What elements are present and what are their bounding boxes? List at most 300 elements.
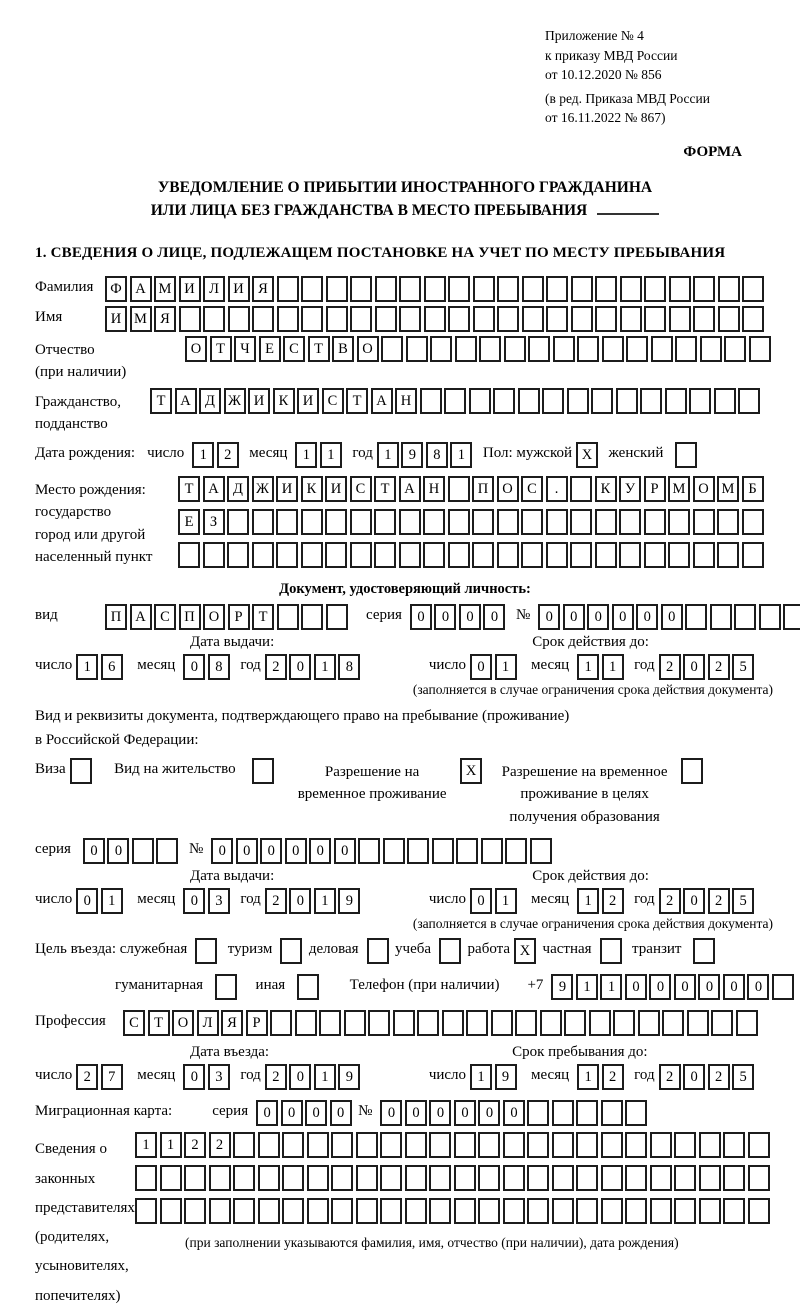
char-cell[interactable] <box>429 1132 451 1158</box>
char-cell[interactable] <box>693 542 715 568</box>
char-cell[interactable] <box>546 509 568 535</box>
char-cell[interactable] <box>179 306 201 332</box>
char-cell[interactable] <box>527 1165 549 1191</box>
char-cell[interactable]: П <box>472 476 494 502</box>
char-cell[interactable]: 1 <box>450 442 472 468</box>
char-cell[interactable]: 0 <box>454 1100 476 1126</box>
char-cell[interactable]: А <box>130 604 152 630</box>
char-cell[interactable] <box>601 1132 623 1158</box>
char-cell[interactable] <box>546 276 568 302</box>
char-cell[interactable] <box>383 838 405 864</box>
char-cell[interactable] <box>203 542 225 568</box>
char-cell[interactable] <box>368 1010 390 1036</box>
char-cell[interactable]: Я <box>221 1010 243 1036</box>
char-cell[interactable]: О <box>172 1010 194 1036</box>
char-cell[interactable]: 2 <box>209 1132 231 1158</box>
char-cell[interactable] <box>674 1198 696 1224</box>
char-cell[interactable]: К <box>595 476 617 502</box>
char-cell[interactable]: 1 <box>577 654 599 680</box>
stay-year-cells[interactable] <box>659 1064 757 1090</box>
char-cell[interactable]: 5 <box>732 888 754 914</box>
char-cell[interactable]: 0 <box>636 604 658 630</box>
char-cell[interactable] <box>233 1132 255 1158</box>
char-cell[interactable] <box>699 1165 721 1191</box>
char-cell[interactable] <box>417 1010 439 1036</box>
char-cell[interactable]: 2 <box>708 654 730 680</box>
citizenship-cells[interactable] <box>150 388 763 414</box>
char-cell[interactable] <box>723 1132 745 1158</box>
char-cell[interactable] <box>503 1165 525 1191</box>
char-cell[interactable]: 1 <box>602 654 624 680</box>
char-cell[interactable] <box>665 388 687 414</box>
char-cell[interactable]: С <box>123 1010 145 1036</box>
char-cell[interactable] <box>252 306 274 332</box>
char-cell[interactable]: 1 <box>470 1064 492 1090</box>
char-cell[interactable]: 8 <box>426 442 448 468</box>
char-cell[interactable] <box>448 306 470 332</box>
char-cell[interactable] <box>481 838 503 864</box>
char-cell[interactable] <box>552 1165 574 1191</box>
char-cell[interactable] <box>748 1165 770 1191</box>
char-cell[interactable] <box>571 306 593 332</box>
char-cell[interactable]: К <box>273 388 295 414</box>
char-cell[interactable] <box>570 542 592 568</box>
char-cell[interactable] <box>542 388 564 414</box>
char-cell[interactable]: И <box>179 276 201 302</box>
char-cell[interactable] <box>689 388 711 414</box>
rvp-expiry-year-cells[interactable] <box>659 888 757 914</box>
char-cell[interactable] <box>527 1198 549 1224</box>
char-cell[interactable] <box>522 276 544 302</box>
temp-residence-checkbox[interactable]: X <box>460 758 482 784</box>
char-cell[interactable] <box>405 1198 427 1224</box>
char-cell[interactable]: 0 <box>661 604 683 630</box>
char-cell[interactable]: 1 <box>377 442 399 468</box>
char-cell[interactable] <box>497 542 519 568</box>
char-cell[interactable] <box>595 276 617 302</box>
char-cell[interactable] <box>307 1165 329 1191</box>
char-cell[interactable] <box>276 542 298 568</box>
purpose-tourism-checkbox[interactable] <box>280 938 302 964</box>
char-cell[interactable] <box>625 1198 647 1224</box>
char-cell[interactable] <box>717 542 739 568</box>
char-cell[interactable] <box>640 388 662 414</box>
char-cell[interactable]: 1 <box>495 654 517 680</box>
char-cell[interactable]: 1 <box>495 888 517 914</box>
char-cell[interactable] <box>570 476 592 502</box>
char-cell[interactable] <box>626 336 648 362</box>
rvp-number-cells[interactable] <box>211 838 554 864</box>
char-cell[interactable] <box>184 1165 206 1191</box>
char-cell[interactable]: И <box>325 476 347 502</box>
name-cells[interactable] <box>105 306 767 332</box>
char-cell[interactable]: 0 <box>183 888 205 914</box>
char-cell[interactable] <box>650 1165 672 1191</box>
sex-male-checkbox[interactable]: X <box>576 442 598 468</box>
char-cell[interactable] <box>350 306 372 332</box>
char-cell[interactable]: 1 <box>295 442 317 468</box>
char-cell[interactable]: 2 <box>659 888 681 914</box>
char-cell[interactable]: 8 <box>338 654 360 680</box>
char-cell[interactable] <box>380 1198 402 1224</box>
char-cell[interactable] <box>595 306 617 332</box>
char-cell[interactable]: 0 <box>674 974 696 1000</box>
char-cell[interactable] <box>674 1132 696 1158</box>
birth-place-cells-row1[interactable] <box>178 476 766 502</box>
char-cell[interactable]: П <box>105 604 127 630</box>
char-cell[interactable]: 6 <box>101 654 123 680</box>
char-cell[interactable] <box>759 604 781 630</box>
char-cell[interactable] <box>491 1010 513 1036</box>
char-cell[interactable]: 5 <box>732 654 754 680</box>
char-cell[interactable]: 9 <box>338 888 360 914</box>
char-cell[interactable]: 1 <box>76 654 98 680</box>
char-cell[interactable]: Ф <box>105 276 127 302</box>
char-cell[interactable]: Ж <box>224 388 246 414</box>
char-cell[interactable] <box>662 1010 684 1036</box>
char-cell[interactable] <box>277 306 299 332</box>
char-cell[interactable]: 0 <box>683 654 705 680</box>
char-cell[interactable] <box>454 1132 476 1158</box>
char-cell[interactable] <box>350 276 372 302</box>
char-cell[interactable] <box>442 1010 464 1036</box>
char-cell[interactable]: 8 <box>208 654 230 680</box>
purpose-business-checkbox[interactable] <box>367 938 389 964</box>
char-cell[interactable]: . <box>546 476 568 502</box>
purpose-other-checkbox[interactable] <box>297 974 319 1000</box>
char-cell[interactable] <box>595 542 617 568</box>
rvp-issue-day-cells[interactable] <box>76 888 125 914</box>
char-cell[interactable] <box>625 1132 647 1158</box>
char-cell[interactable]: 1 <box>320 442 342 468</box>
char-cell[interactable] <box>602 336 624 362</box>
char-cell[interactable] <box>742 542 764 568</box>
char-cell[interactable] <box>325 542 347 568</box>
char-cell[interactable]: 2 <box>217 442 239 468</box>
char-cell[interactable] <box>399 276 421 302</box>
char-cell[interactable]: 0 <box>380 1100 402 1126</box>
char-cell[interactable] <box>564 1010 586 1036</box>
char-cell[interactable]: 0 <box>76 888 98 914</box>
char-cell[interactable] <box>282 1165 304 1191</box>
rvp-expiry-day-cells[interactable] <box>470 888 519 914</box>
char-cell[interactable] <box>497 509 519 535</box>
doc-series-cells[interactable] <box>410 604 508 630</box>
char-cell[interactable]: С <box>154 604 176 630</box>
char-cell[interactable] <box>184 1198 206 1224</box>
char-cell[interactable] <box>203 306 225 332</box>
char-cell[interactable]: 0 <box>429 1100 451 1126</box>
char-cell[interactable]: 0 <box>698 974 720 1000</box>
char-cell[interactable] <box>252 542 274 568</box>
representatives-cells-row3[interactable] <box>135 1198 772 1224</box>
char-cell[interactable] <box>505 838 527 864</box>
char-cell[interactable]: А <box>130 276 152 302</box>
char-cell[interactable] <box>406 336 428 362</box>
char-cell[interactable]: 3 <box>208 888 230 914</box>
char-cell[interactable]: 9 <box>401 442 423 468</box>
char-cell[interactable] <box>424 306 446 332</box>
char-cell[interactable]: Т <box>148 1010 170 1036</box>
char-cell[interactable] <box>301 306 323 332</box>
entry-month-cells[interactable] <box>183 1064 232 1090</box>
char-cell[interactable]: 0 <box>587 604 609 630</box>
char-cell[interactable] <box>227 509 249 535</box>
char-cell[interactable] <box>331 1132 353 1158</box>
char-cell[interactable]: 0 <box>260 838 282 864</box>
char-cell[interactable] <box>595 509 617 535</box>
char-cell[interactable] <box>738 388 760 414</box>
char-cell[interactable] <box>423 542 445 568</box>
char-cell[interactable] <box>638 1010 660 1036</box>
purpose-official-checkbox[interactable] <box>195 938 217 964</box>
char-cell[interactable]: З <box>203 509 225 535</box>
char-cell[interactable]: Р <box>644 476 666 502</box>
char-cell[interactable]: 0 <box>563 604 585 630</box>
char-cell[interactable] <box>620 306 642 332</box>
char-cell[interactable] <box>644 542 666 568</box>
char-cell[interactable]: 2 <box>184 1132 206 1158</box>
char-cell[interactable]: С <box>350 476 372 502</box>
char-cell[interactable]: 1 <box>314 654 336 680</box>
char-cell[interactable]: М <box>154 276 176 302</box>
char-cell[interactable] <box>478 1165 500 1191</box>
char-cell[interactable]: 0 <box>107 838 129 864</box>
char-cell[interactable] <box>650 1132 672 1158</box>
char-cell[interactable]: С <box>521 476 543 502</box>
char-cell[interactable]: 0 <box>256 1100 278 1126</box>
char-cell[interactable] <box>571 276 593 302</box>
char-cell[interactable]: 0 <box>334 838 356 864</box>
char-cell[interactable] <box>644 306 666 332</box>
char-cell[interactable]: Е <box>178 509 200 535</box>
char-cell[interactable] <box>613 1010 635 1036</box>
char-cell[interactable] <box>380 1132 402 1158</box>
char-cell[interactable] <box>749 336 771 362</box>
char-cell[interactable] <box>669 276 691 302</box>
char-cell[interactable]: Д <box>227 476 249 502</box>
char-cell[interactable] <box>132 838 154 864</box>
char-cell[interactable] <box>301 542 323 568</box>
char-cell[interactable]: А <box>175 388 197 414</box>
char-cell[interactable] <box>424 276 446 302</box>
representatives-cells-row2[interactable] <box>135 1165 772 1191</box>
char-cell[interactable]: 7 <box>101 1064 123 1090</box>
char-cell[interactable]: 0 <box>612 604 634 630</box>
char-cell[interactable]: 0 <box>309 838 331 864</box>
char-cell[interactable]: 9 <box>495 1064 517 1090</box>
char-cell[interactable]: 0 <box>483 604 505 630</box>
purpose-humanitarian-checkbox[interactable] <box>215 974 237 1000</box>
char-cell[interactable]: Р <box>246 1010 268 1036</box>
visa-checkbox[interactable] <box>70 758 92 784</box>
char-cell[interactable] <box>399 509 421 535</box>
char-cell[interactable] <box>644 509 666 535</box>
char-cell[interactable] <box>668 542 690 568</box>
char-cell[interactable] <box>456 838 478 864</box>
char-cell[interactable] <box>135 1198 157 1224</box>
char-cell[interactable]: А <box>203 476 225 502</box>
char-cell[interactable]: 1 <box>160 1132 182 1158</box>
char-cell[interactable] <box>552 1132 574 1158</box>
char-cell[interactable] <box>448 276 470 302</box>
char-cell[interactable] <box>724 336 746 362</box>
char-cell[interactable] <box>466 1010 488 1036</box>
char-cell[interactable] <box>429 1165 451 1191</box>
char-cell[interactable] <box>552 1100 574 1126</box>
char-cell[interactable] <box>527 1132 549 1158</box>
char-cell[interactable] <box>576 1165 598 1191</box>
char-cell[interactable]: 0 <box>211 838 233 864</box>
char-cell[interactable] <box>700 336 722 362</box>
char-cell[interactable] <box>307 1132 329 1158</box>
char-cell[interactable]: 3 <box>208 1064 230 1090</box>
char-cell[interactable] <box>620 276 642 302</box>
char-cell[interactable] <box>423 509 445 535</box>
char-cell[interactable] <box>277 604 299 630</box>
mc-series-cells[interactable] <box>256 1100 354 1126</box>
char-cell[interactable] <box>619 542 641 568</box>
char-cell[interactable]: 1 <box>314 1064 336 1090</box>
char-cell[interactable]: 0 <box>289 654 311 680</box>
char-cell[interactable]: Я <box>154 306 176 332</box>
char-cell[interactable]: 0 <box>83 838 105 864</box>
char-cell[interactable] <box>252 509 274 535</box>
char-cell[interactable]: Р <box>228 604 250 630</box>
char-cell[interactable] <box>358 838 380 864</box>
char-cell[interactable] <box>783 604 800 630</box>
char-cell[interactable]: 9 <box>338 1064 360 1090</box>
char-cell[interactable] <box>350 509 372 535</box>
char-cell[interactable]: А <box>371 388 393 414</box>
char-cell[interactable] <box>209 1198 231 1224</box>
char-cell[interactable]: 1 <box>135 1132 157 1158</box>
issue-month-cells[interactable] <box>183 654 232 680</box>
char-cell[interactable]: Н <box>395 388 417 414</box>
expiry-month-cells[interactable] <box>577 654 626 680</box>
char-cell[interactable] <box>674 1165 696 1191</box>
char-cell[interactable]: Т <box>374 476 396 502</box>
char-cell[interactable]: М <box>668 476 690 502</box>
char-cell[interactable]: М <box>130 306 152 332</box>
stay-month-cells[interactable] <box>577 1064 626 1090</box>
char-cell[interactable]: И <box>228 276 250 302</box>
char-cell[interactable]: О <box>497 476 519 502</box>
purpose-private-checkbox[interactable] <box>600 938 622 964</box>
char-cell[interactable]: У <box>619 476 641 502</box>
char-cell[interactable] <box>307 1198 329 1224</box>
char-cell[interactable] <box>567 388 589 414</box>
char-cell[interactable] <box>723 1165 745 1191</box>
char-cell[interactable] <box>375 306 397 332</box>
char-cell[interactable] <box>518 388 540 414</box>
char-cell[interactable]: Л <box>197 1010 219 1036</box>
char-cell[interactable] <box>380 1165 402 1191</box>
char-cell[interactable] <box>178 542 200 568</box>
char-cell[interactable] <box>375 276 397 302</box>
char-cell[interactable] <box>356 1132 378 1158</box>
char-cell[interactable] <box>493 388 515 414</box>
char-cell[interactable]: 0 <box>289 888 311 914</box>
char-cell[interactable] <box>135 1165 157 1191</box>
char-cell[interactable] <box>448 476 470 502</box>
char-cell[interactable] <box>685 604 707 630</box>
char-cell[interactable] <box>350 542 372 568</box>
stay-day-cells[interactable] <box>470 1064 519 1090</box>
entry-day-cells[interactable] <box>76 1064 125 1090</box>
char-cell[interactable] <box>356 1165 378 1191</box>
char-cell[interactable]: О <box>185 336 207 362</box>
char-cell[interactable]: 2 <box>659 1064 681 1090</box>
char-cell[interactable]: 2 <box>602 1064 624 1090</box>
char-cell[interactable] <box>473 306 495 332</box>
rvp-issue-year-cells[interactable] <box>265 888 363 914</box>
char-cell[interactable] <box>625 1100 647 1126</box>
char-cell[interactable] <box>504 336 526 362</box>
char-cell[interactable] <box>717 509 739 535</box>
char-cell[interactable]: 2 <box>602 888 624 914</box>
char-cell[interactable] <box>282 1198 304 1224</box>
char-cell[interactable] <box>405 1165 427 1191</box>
char-cell[interactable]: Ж <box>252 476 274 502</box>
char-cell[interactable] <box>399 542 421 568</box>
char-cell[interactable] <box>344 1010 366 1036</box>
char-cell[interactable] <box>589 1010 611 1036</box>
char-cell[interactable] <box>521 542 543 568</box>
char-cell[interactable]: 0 <box>459 604 481 630</box>
char-cell[interactable] <box>472 542 494 568</box>
patronymic-cells[interactable] <box>185 336 773 362</box>
char-cell[interactable]: Т <box>346 388 368 414</box>
char-cell[interactable]: 0 <box>289 1064 311 1090</box>
temp-residence-edu-checkbox[interactable] <box>681 758 703 784</box>
char-cell[interactable]: Ч <box>234 336 256 362</box>
char-cell[interactable] <box>576 1132 598 1158</box>
char-cell[interactable] <box>473 276 495 302</box>
char-cell[interactable]: 0 <box>470 654 492 680</box>
char-cell[interactable] <box>277 276 299 302</box>
char-cell[interactable] <box>233 1198 255 1224</box>
char-cell[interactable] <box>497 306 519 332</box>
char-cell[interactable] <box>619 509 641 535</box>
char-cell[interactable] <box>742 276 764 302</box>
char-cell[interactable]: И <box>297 388 319 414</box>
char-cell[interactable] <box>522 306 544 332</box>
char-cell[interactable]: 1 <box>314 888 336 914</box>
char-cell[interactable] <box>326 306 348 332</box>
char-cell[interactable] <box>625 1165 647 1191</box>
char-cell[interactable]: 1 <box>577 1064 599 1090</box>
char-cell[interactable] <box>326 276 348 302</box>
char-cell[interactable]: Т <box>178 476 200 502</box>
char-cell[interactable]: 0 <box>410 604 432 630</box>
char-cell[interactable]: О <box>203 604 225 630</box>
char-cell[interactable]: М <box>717 476 739 502</box>
char-cell[interactable] <box>570 509 592 535</box>
char-cell[interactable] <box>455 336 477 362</box>
sex-female-checkbox[interactable] <box>675 442 697 468</box>
char-cell[interactable]: В <box>332 336 354 362</box>
char-cell[interactable]: 2 <box>708 1064 730 1090</box>
char-cell[interactable] <box>479 336 501 362</box>
char-cell[interactable] <box>772 974 794 1000</box>
char-cell[interactable] <box>497 276 519 302</box>
char-cell[interactable] <box>521 509 543 535</box>
char-cell[interactable]: 1 <box>192 442 214 468</box>
char-cell[interactable] <box>693 509 715 535</box>
char-cell[interactable]: 2 <box>265 1064 287 1090</box>
char-cell[interactable] <box>258 1132 280 1158</box>
